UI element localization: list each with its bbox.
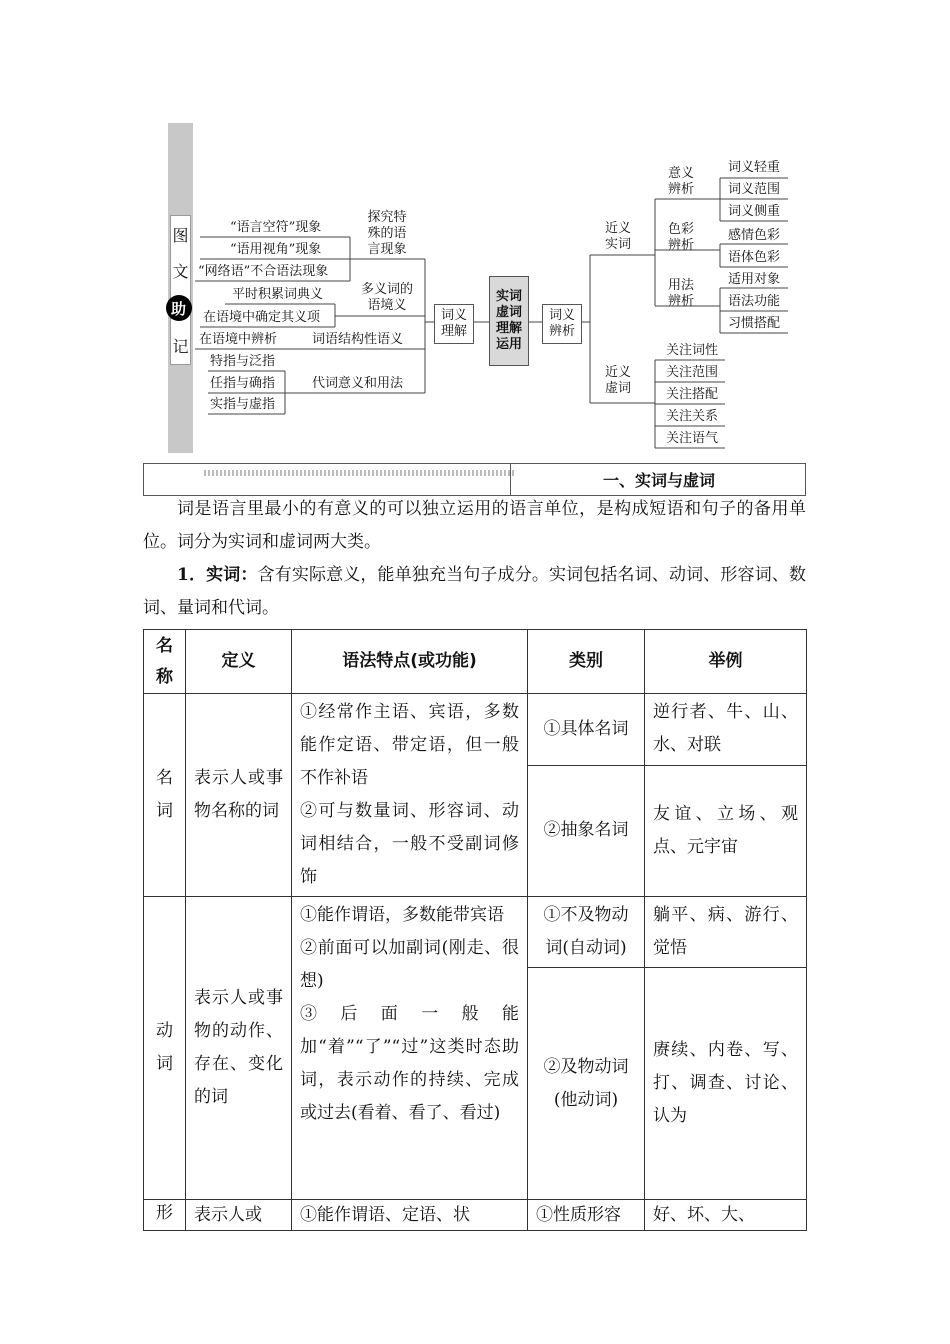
- leaf-grammar: 语法功能: [728, 294, 781, 309]
- node-near-function-words: 近义 虚词: [604, 365, 631, 396]
- leaf-internet-language: “网络语”不合语法现象: [198, 264, 329, 279]
- cell-adj-name: 形: [144, 1200, 186, 1231]
- header-examples: 举例: [645, 630, 807, 694]
- point1-label: 1．实词：: [177, 565, 258, 585]
- section-header: [143, 463, 806, 496]
- table-row-noun: [144, 694, 807, 766]
- table-header-row: [144, 630, 807, 694]
- cell-verb-example-2: 赓续、内卷、写、打、调查、讨论、认为: [645, 968, 807, 1200]
- cell-adj-features: ①能作谓语、定语、状: [292, 1200, 528, 1231]
- cell-noun-example-2: 友谊、立场、观点、元宇宙: [645, 765, 807, 896]
- noun-feature-2: ②可与数量词、形容词、动词相结合，一般不受副词修饰: [300, 801, 519, 887]
- cell-noun-definition: 表示人或事物名称的词: [186, 694, 292, 897]
- mind-map: [0, 0, 950, 460]
- leaf-emotion: 感情色彩: [728, 228, 781, 243]
- header-name: 名称: [144, 630, 186, 694]
- side-label-char: 文: [172, 261, 189, 281]
- cell-noun-category-1: ①具体名词: [528, 694, 645, 766]
- node-near-synonyms: 近义 实词: [604, 221, 631, 252]
- leaf-specific-general: 特指与泛指: [210, 354, 276, 369]
- leaf-context-analysis: 在语境中辨析: [199, 332, 278, 347]
- cell-noun-features: [292, 694, 528, 897]
- cell-noun-name: 名词: [144, 694, 186, 897]
- mind-map-connectors: [0, 0, 950, 460]
- leaf-context-meaning: 在语境中确定其义项: [203, 310, 321, 325]
- hub-meaning-analysis: 词义 辨析: [542, 304, 582, 344]
- leaf-pos: 关注词性: [666, 343, 719, 358]
- verb-feature-2: ②前面可以加副词(刚走、很想): [300, 938, 519, 991]
- header-features: 语法特点(或功能): [292, 630, 528, 694]
- side-label-emphasis: 助: [166, 295, 192, 321]
- leaf-scope: 关注范围: [666, 365, 719, 380]
- section-title: 一、实词与虚词: [602, 471, 715, 490]
- leaf-dictionary-meaning: 平时积累词典义: [232, 287, 324, 302]
- node-usage-analysis: 用法 辨析: [667, 278, 694, 309]
- side-label-char: 图: [172, 225, 189, 245]
- leaf-emphasis: 词义侧重: [728, 204, 781, 219]
- note-polysemy: 多义词的 语境义: [360, 282, 413, 313]
- cell-verb-definition: 表示人或事物的动作、存在、变化的词: [186, 897, 292, 1200]
- side-label-char: 记: [172, 337, 189, 357]
- leaf-language-gap: “语言空符”现象: [230, 220, 322, 235]
- header-definition: 定义: [186, 630, 292, 694]
- note-structure: 词语结构性语义: [312, 332, 404, 347]
- decorative-stripe: [204, 470, 514, 476]
- center-node: 实词 虚词 理解 运用: [489, 276, 529, 366]
- cell-verb-features: [292, 897, 528, 1200]
- cell-verb-example-1: 躺平、病、游行、觉悟: [645, 897, 807, 968]
- intro-paragraph: 词是语言里最小的有意义的可以独立运用的语言单位，是构成短语和句子的备用单位。词分为实词和虚词两大类。: [143, 499, 806, 552]
- point1-paragraph: [143, 559, 806, 625]
- table-row-verb: [144, 897, 807, 968]
- cell-verb-category-2: ②及物动词(他动词): [528, 968, 645, 1200]
- cell-adj-examples: 好、坏、大、: [645, 1200, 807, 1231]
- leaf-weight: 词义轻重: [728, 160, 781, 175]
- cell-adj-definition: 表示人或: [186, 1200, 292, 1231]
- node-meaning-analysis: 意义 辨析: [667, 166, 694, 197]
- leaf-range: 词义范围: [728, 182, 781, 197]
- cell-verb-name: 动词: [144, 897, 186, 1200]
- leaf-pragmatic-view: “语用视角”现象: [230, 242, 322, 257]
- cell-verb-category-1: ①不及物动词(自动词): [528, 897, 645, 968]
- note-pronoun: 代词意义和用法: [312, 376, 404, 391]
- cell-adj-category: ①性质形容: [528, 1200, 645, 1231]
- hub-meaning-understanding: 词义 理解: [434, 304, 474, 344]
- verb-feature-3: ③后面一般能加“着”“了”“过”这类时态助词，表示动作的持续、完成或过去(看着、看了、看过): [300, 1004, 519, 1123]
- leaf-match: 关注搭配: [666, 387, 719, 402]
- verb-feature-1: ①能作谓语，多数能带宾语: [300, 905, 504, 925]
- leaf-relation: 关注关系: [666, 409, 719, 424]
- node-color-analysis: 色彩 辨析: [667, 222, 694, 253]
- point1-text: 含有实际意义，能单独充当句子成分。实词包括名词、动词、形容词、数词、量词和代词。: [143, 565, 806, 618]
- header-category: 类别: [528, 630, 645, 694]
- leaf-style: 语体色彩: [728, 250, 781, 265]
- noun-feature-1: ①经常作主语、宾语，多数能作定语、带定语，但一般不作补语: [300, 702, 519, 788]
- table-row-adj: [144, 1200, 807, 1231]
- note-special-phenomena: 探究特 殊的语 言现象: [367, 210, 407, 257]
- cell-noun-example-1: 逆行者、牛、山、水、对联: [645, 694, 807, 766]
- leaf-any-definite: 任指与确指: [210, 376, 276, 391]
- cell-noun-category-2: ②抽象名词: [528, 765, 645, 896]
- word-class-table: [143, 629, 807, 1231]
- leaf-tone: 关注语气: [666, 431, 719, 446]
- leaf-real-virtual: 实指与虚指: [210, 397, 276, 412]
- leaf-object: 适用对象: [728, 272, 781, 287]
- leaf-collocation: 习惯搭配: [728, 316, 781, 331]
